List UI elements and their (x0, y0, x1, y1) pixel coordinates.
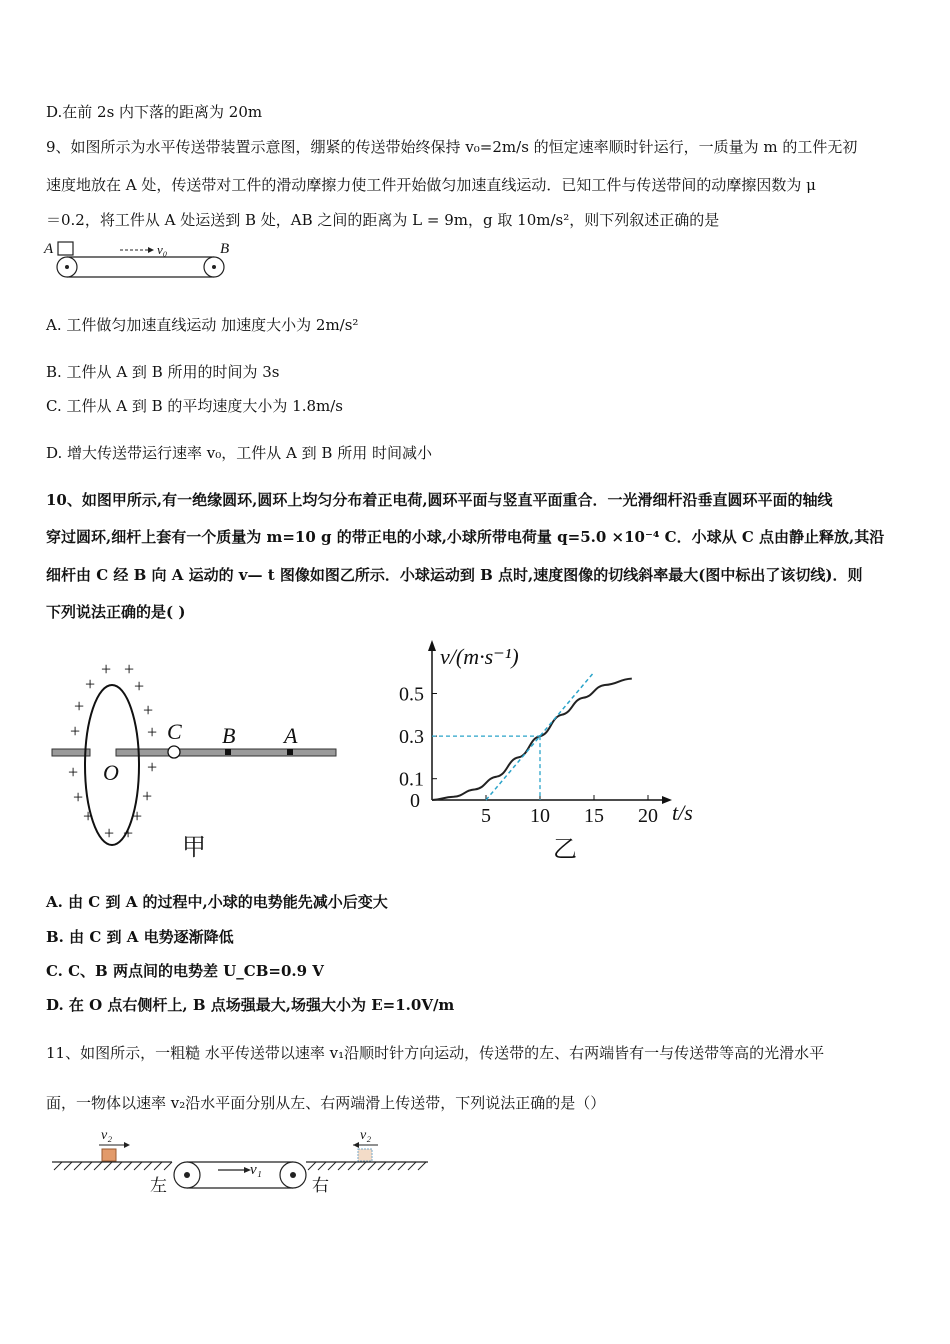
q10-option-b: B. 由 C 到 A 电势逐渐降低 (46, 928, 234, 946)
q11-label-v1: v₁ (250, 1162, 262, 1178)
q10-stem-line4: 下列说法正确的是( ) (46, 603, 186, 621)
q10-stem-line2: 穿过圆环,细杆上套有一个质量为 m=10 g 的带正电的小球,小球所带电荷量 q=5.0 ×10⁻⁴ C．小球从 C 点由静止释放,其沿 (46, 528, 885, 546)
plus-charge: + (134, 676, 145, 696)
q11-stem-line1: 11、如图所示，一粗糙 水平传送带以速率 v₁沿顺时针方向运动，传送带的左、右两端皆有一与传送带等高的光滑水平 (46, 1044, 825, 1062)
y-tick-label: 0.3 (399, 726, 424, 749)
q9-option-b: B. 工件从 A 到 B 所用的时间为 3s (46, 363, 280, 381)
q10-option-d: D. 在 O 点右侧杆上, B 点场强最大,场强大小为 E=1.0V/m (46, 996, 455, 1014)
plus-charge: + (83, 806, 94, 826)
left-block (102, 1149, 116, 1161)
q10-option-c: C. C、B 两点间的电势差 U_CB=0.9 V (46, 962, 324, 980)
q10-vt-chart (390, 635, 710, 865)
y-tick-label: 0.1 (399, 768, 424, 791)
caption-jia: 甲 (182, 835, 206, 861)
chart-caption: 乙 (553, 837, 577, 863)
plus-charge: + (70, 721, 81, 741)
plus-charge: + (74, 696, 85, 716)
q9-option-c: C. 工件从 A 到 B 的平均速度大小为 1.8m/s (46, 397, 344, 415)
q9-label-b: B (220, 241, 230, 257)
q11-conveyor-figure (50, 1125, 440, 1195)
q9-label-a: A (44, 241, 54, 257)
label-b: B (222, 723, 236, 748)
q9-conveyor-figure (44, 240, 234, 280)
x-tick-label: 10 (530, 805, 550, 827)
plus-charge: + (147, 722, 158, 742)
label-o: O (103, 760, 119, 785)
chart-marks (432, 672, 632, 800)
chart-origin-label: 0 (410, 790, 420, 812)
label-c: C (167, 719, 182, 744)
plus-charge: + (124, 659, 135, 679)
q9-stem-line2: 速度地放在 A 处，传送带对工件的滑动摩擦力使工件开始做匀加速直线运动．已知工件与传送带间的动摩擦因数为 μ (46, 176, 816, 194)
x-tick-label: 15 (584, 805, 604, 827)
q9-option-a: A. 工件做匀加速直线运动 加速度大小为 2m/s² (46, 316, 359, 334)
plus-charge: + (73, 787, 84, 807)
plus-charge: + (85, 674, 96, 694)
plus-charge: + (101, 659, 112, 679)
q11-stem-line2: 面，一物体以速率 v₂沿水平面分别从左、右两端滑上传送带，下列说法正确的是（） (46, 1094, 606, 1112)
q10-option-a: A. 由 C 到 A 的过程中,小球的电势能先减小后变大 (46, 893, 388, 911)
q9-stem-line1: 9、如图所示为水平传送带装置示意图，绷紧的传送带始终保持 v₀=2m/s 的恒定速率顺时针运行，一质量为 m 的工件无初 (46, 138, 858, 156)
q9-workpiece (58, 242, 73, 255)
x-tick-label: 5 (481, 805, 491, 827)
label-a: A (284, 723, 298, 748)
q9-stem-line3: ＝0.2，将工件从 A 处运送到 B 处，AB 之间的距离为 L = 9m，g 取 10m/s²，则下列叙述正确的是 (46, 211, 720, 229)
x-axis-arrow (662, 796, 672, 804)
ball-c (168, 746, 180, 758)
right-block (358, 1149, 372, 1161)
x-tick-label: 20 (638, 805, 658, 827)
point-a-marker (287, 749, 293, 755)
y-tick-label: 0.5 (399, 683, 424, 706)
point-b-marker (225, 749, 231, 755)
plus-charge: + (143, 700, 154, 720)
q9-label-v0: v₀ (157, 242, 168, 257)
chart-y-label: v/(m·s⁻¹) (440, 644, 519, 669)
plus-charge: + (142, 786, 153, 806)
q11-label-left: 左 (150, 1176, 167, 1195)
q10-stem-line3: 细杆由 C 经 B 向 A 运动的 v— t 图像如图乙所示．小球运动到 B 点时,速度图像的切线斜率最大(图中标出了该切线)．则 (46, 566, 863, 584)
q11-label-v2-left: v₂ (101, 1128, 113, 1143)
chart-x-label: t/s (672, 800, 693, 825)
q10-stem-line1: 10、如图甲所示,有一绝缘圆环,圆环上均匀分布着正电荷,圆环平面与竖直平面重合．一光滑细杆沿垂直圆环平面的轴线 (46, 491, 833, 509)
q8-option-d: D.在前 2s 内下落的距离为 20m (46, 103, 263, 121)
plus-charge: + (68, 762, 79, 782)
plus-charge: + (132, 806, 143, 826)
q9-option-d: D. 增大传送带运行速率 v₀，工件从 A 到 B 所用 时间减小 (46, 444, 432, 462)
y-axis-arrow (428, 640, 436, 651)
plus-charge: + (123, 823, 134, 843)
plus-charge: + (104, 823, 115, 843)
vt-curve (432, 679, 632, 800)
plus-charge: + (147, 757, 158, 777)
q11-label-right: 右 (312, 1176, 329, 1195)
q10-ring-figure (50, 655, 350, 865)
q11-label-v2-right: v₂ (360, 1128, 372, 1143)
